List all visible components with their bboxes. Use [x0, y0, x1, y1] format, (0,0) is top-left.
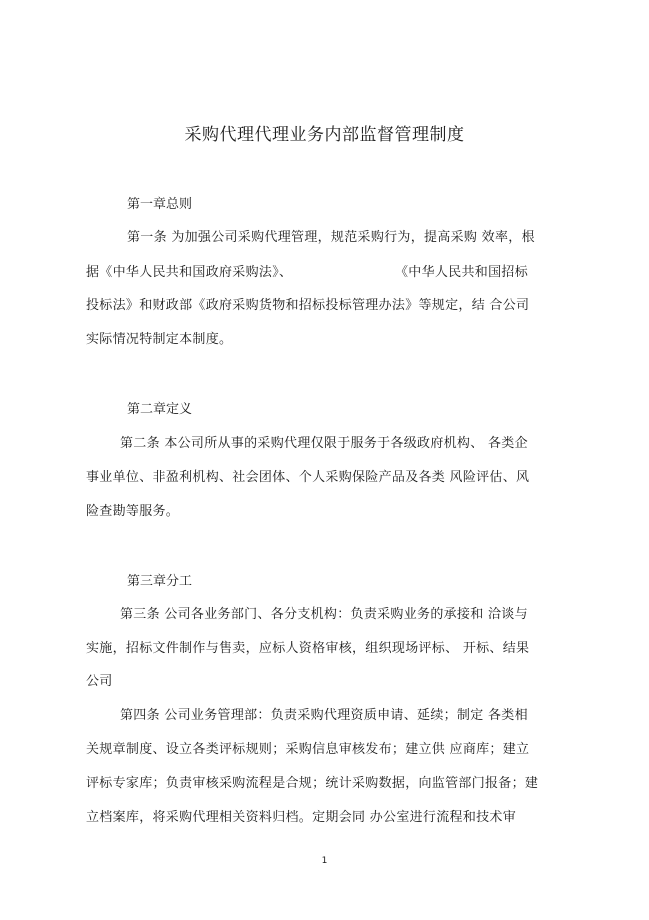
chapter2-heading: 第二章定义 [127, 402, 193, 417]
article3-line-2: 实施，招标文件制作与售卖，应标人资格审核，组织现场评标、 开标、结果 [86, 641, 530, 656]
article1-line-1: 第一条 为加强公司采购代理管理，规范采购行为，提高采购 效率，根 [127, 230, 535, 245]
article1-line-2b: 《中华人民共和国招标 [395, 265, 529, 280]
article1-line-4: 实际情况特制定本制度。 [86, 332, 233, 347]
article1-line-2: 据《中华人民共和国政府采购法》、 [86, 265, 293, 280]
article3-line-3: 公司 [86, 674, 113, 689]
article1-line-3: 投标法》和财政部《政府采购货物和招标投标管理办法》等规定，结 合公司 [86, 298, 530, 313]
article4-line-2: 关规章制度、设立各类评标规则；采购信息审核发布；建立供 应商库；建立 [86, 742, 530, 757]
chapter1-heading: 第一章总则 [127, 197, 193, 212]
article4-line-4: 立档案库，将采购代理相关资料归档。定期会同 办公室进行流程和技术审 [86, 810, 517, 825]
article2-line-1: 第二条 本公司所从事的采购代理仅限于服务于各级政府机构、 各类企 [120, 436, 528, 451]
article2-line-3: 险查勘等服务。 [86, 504, 180, 519]
chapter3-heading: 第三章分工 [127, 574, 193, 589]
page-number: 1 [321, 856, 328, 866]
article4-line-3: 评标专家库；负责审核采购流程是合规；统计采购数据，向监管部门报备；建 [86, 776, 539, 791]
article3-line-1: 第三条 公司各业务部门、各分支机构：负责采购业务的承接和 洽谈与 [120, 607, 528, 622]
article2-line-2: 事业单位、非盈利机构、社会团体、个人采购保险产品及各类 风险评估、风 [86, 470, 530, 485]
document-title: 采购代理代理业务内部监督管理制度 [184, 125, 465, 145]
article4-line-1: 第四条 公司业务管理部：负责采购代理资质申请、延续；制定 各类相 [120, 708, 528, 723]
